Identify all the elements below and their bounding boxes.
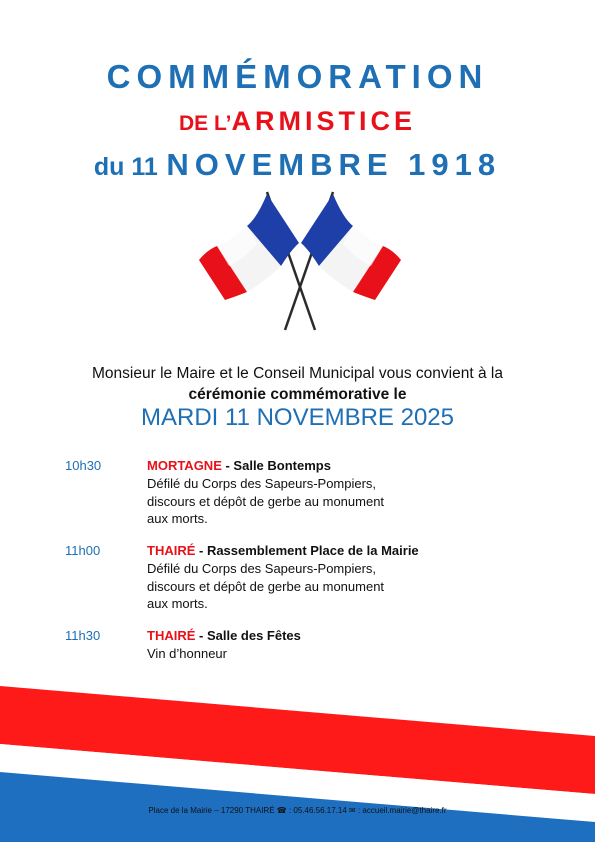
intro-invitation: Monsieur le Maire et le Conseil Municipal vous convient à la	[92, 365, 503, 382]
title-line-armistice	[0, 106, 595, 137]
footer-address: Place de la Mairie – 17290 THAIRÉ	[148, 806, 275, 815]
event-place: THAIRÉ	[147, 543, 196, 558]
event-title: - Salle Bontemps	[221, 458, 331, 473]
event-place: THAIRÉ	[147, 628, 196, 643]
event-description-line: discours et dépôt de gerbe au monument	[147, 493, 385, 509]
event-time: 11h30	[65, 628, 101, 643]
event-title: - Rassemblement Place de la Mairie	[195, 543, 419, 558]
event-title: - Salle des Fêtes	[195, 628, 301, 643]
footer-contact: Place de la Mairie – 17290 THAIRÉ ☎ : 05.46.56.17.14 ✉ : accueil.mairie@thaire.fr	[148, 806, 447, 815]
event-description-line: aux morts.	[147, 511, 208, 526]
event-description-line: Vin d’honneur	[147, 646, 227, 661]
event-time: 11h00	[65, 543, 101, 558]
title-line-commemoration: COMMÉMORATION	[106, 58, 489, 95]
event-description	[147, 475, 384, 528]
flag-right	[301, 194, 401, 300]
intro-ceremony: cérémonie commémorative le	[188, 386, 407, 403]
flag-left	[199, 194, 299, 300]
title-prefix-de: DE L’	[178, 112, 232, 135]
event-description	[147, 560, 384, 613]
title-line-date	[0, 147, 595, 183]
event-heading	[147, 628, 301, 643]
event-description-line: discours et dépôt de gerbe au monument	[147, 578, 385, 594]
title-prefix-du: du 11	[93, 153, 158, 181]
crossed-french-flags-icon	[195, 188, 405, 338]
event-description-line: Défilé du Corps des Sapeurs-Pompiers,	[147, 476, 377, 491]
event-description-line: aux morts.	[147, 596, 208, 611]
ceremony-date: MARDI 11 NOVEMBRE 2025	[141, 404, 454, 431]
footer-email: accueil.mairie@thaire.fr	[362, 806, 447, 815]
footer-phone: 05.46.56.17.14	[293, 806, 347, 815]
tricolor-bands	[0, 670, 595, 842]
event-heading	[147, 543, 419, 558]
event-description	[147, 645, 227, 663]
event-place: MORTAGNE	[147, 458, 222, 473]
event-time: 10h30	[65, 458, 102, 473]
phone-icon: ☎	[276, 806, 287, 815]
event-description-line: Défilé du Corps des Sapeurs-Pompiers,	[147, 561, 377, 576]
event-heading	[147, 458, 331, 473]
title-novembre-1918: NOVEMBRE 1918	[166, 147, 502, 182]
title-armistice: ARMISTICE	[231, 106, 416, 136]
envelope-icon: ✉	[349, 806, 356, 815]
